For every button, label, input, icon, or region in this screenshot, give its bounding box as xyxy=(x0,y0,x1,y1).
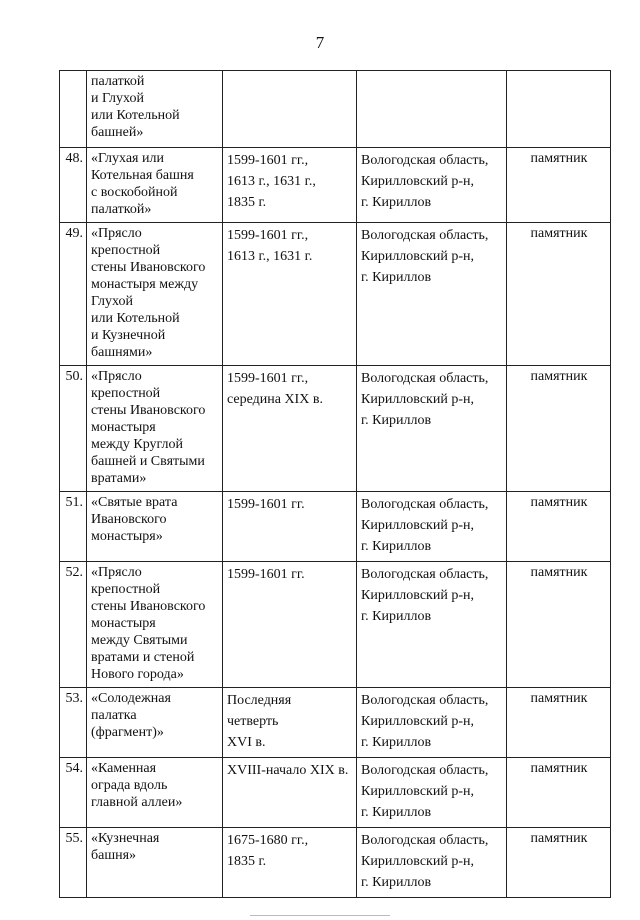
object-category xyxy=(507,71,611,148)
object-location: Вологодская область, Кирилловский р-н, г. Кириллов xyxy=(357,148,507,223)
table-row xyxy=(60,562,611,688)
object-category: памятник xyxy=(507,758,611,828)
object-name: «Кузнечная башня» xyxy=(87,828,223,898)
object-category: памятник xyxy=(507,828,611,898)
object-category: памятник xyxy=(507,562,611,688)
table-row xyxy=(60,492,611,562)
row-number: 55. xyxy=(60,828,87,898)
object-name: палаткой и Глухой или Котельной башней» xyxy=(87,71,223,148)
object-dating: 1599-1601 гг., 1613 г., 1631 г., 1835 г. xyxy=(223,148,357,223)
table-row xyxy=(60,71,611,148)
object-location: Вологодская область, Кирилловский р-н, г. Кириллов xyxy=(357,492,507,562)
object-location xyxy=(357,71,507,148)
object-name: «Глухая или Котельная башня с воскобойной палаткой» xyxy=(87,148,223,223)
scan-edge-mark xyxy=(250,915,390,916)
row-number: 51. xyxy=(60,492,87,562)
object-dating: 1599-1601 гг., середина XIX в. xyxy=(223,366,357,492)
object-dating: 1675-1680 гг., 1835 г. xyxy=(223,828,357,898)
object-location: Вологодская область, Кирилловский р-н, г. Кириллов xyxy=(357,758,507,828)
table-row xyxy=(60,366,611,492)
object-category: памятник xyxy=(507,366,611,492)
table-row xyxy=(60,688,611,758)
object-name: «Прясло крепостной стены Ивановского монастыря между Глухой или Котельной и Кузнечной башнями» xyxy=(87,223,223,366)
object-category: памятник xyxy=(507,492,611,562)
object-category: памятник xyxy=(507,148,611,223)
table-row xyxy=(60,758,611,828)
object-dating: 1599-1601 гг., 1613 г., 1631 г. xyxy=(223,223,357,366)
object-location: Вологодская область, Кирилловский р-н, г. Кириллов xyxy=(357,223,507,366)
row-number: 53. xyxy=(60,688,87,758)
object-location: Вологодская область, Кирилловский р-н, г. Кириллов xyxy=(357,828,507,898)
object-dating: Последняя четверть XVI в. xyxy=(223,688,357,758)
table-row xyxy=(60,148,611,223)
object-location: Вологодская область, Кирилловский р-н, г. Кириллов xyxy=(357,366,507,492)
row-number: 48. xyxy=(60,148,87,223)
row-number: 49. xyxy=(60,223,87,366)
page-number: 7 xyxy=(315,33,325,52)
row-number xyxy=(60,71,87,148)
object-name: «Святые врата Ивановского монастыря» xyxy=(87,492,223,562)
table-row xyxy=(60,223,611,366)
object-name: «Прясло крепостной стены Ивановского монастыря между Святыми вратами и стеной Нового города» xyxy=(87,562,223,688)
row-number: 50. xyxy=(60,366,87,492)
table-row xyxy=(60,828,611,898)
object-name: «Каменная ограда вдоль главной аллеи» xyxy=(87,758,223,828)
heritage-registry-table xyxy=(59,70,611,898)
object-location: Вологодская область, Кирилловский р-н, г. Кириллов xyxy=(357,688,507,758)
object-dating: 1599-1601 гг. xyxy=(223,562,357,688)
object-dating xyxy=(223,71,357,148)
object-name: «Солодежная палатка (фрагмент)» xyxy=(87,688,223,758)
row-number: 54. xyxy=(60,758,87,828)
object-category: памятник xyxy=(507,223,611,366)
object-dating: XVIII-начало XIX в. xyxy=(223,758,357,828)
object-location: Вологодская область, Кирилловский р-н, г. Кириллов xyxy=(357,562,507,688)
object-dating: 1599-1601 гг. xyxy=(223,492,357,562)
object-name: «Прясло крепостной стены Ивановского монастыря между Круглой башней и Святыми вратами» xyxy=(87,366,223,492)
row-number: 52. xyxy=(60,562,87,688)
object-category: памятник xyxy=(507,688,611,758)
